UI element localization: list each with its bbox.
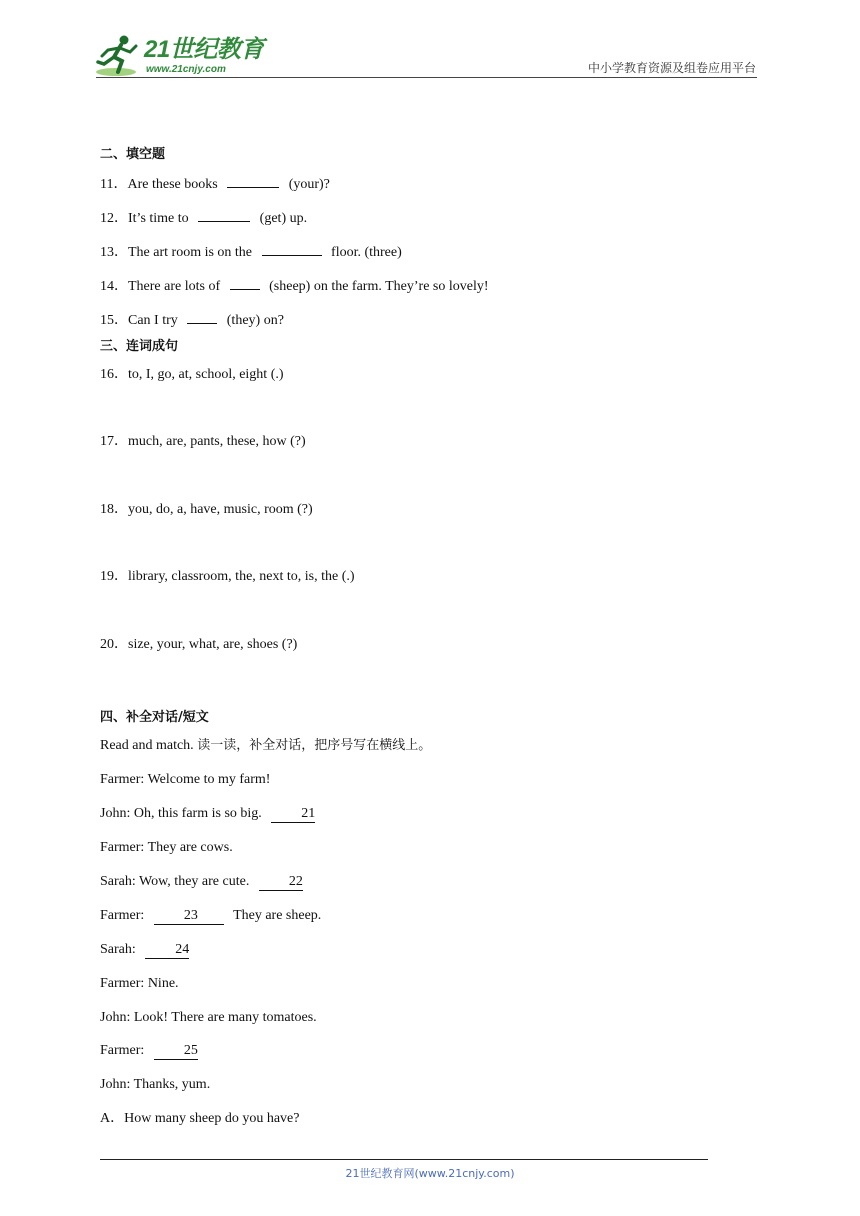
answer-blank-21[interactable]: 21 (271, 806, 315, 823)
dialogue-line (100, 873, 303, 891)
question-text: library, classroom, the, next to, is, the (.) (128, 569, 355, 584)
question-number: 20． (100, 637, 128, 652)
question-18 (100, 501, 313, 519)
question-text: Can I try (128, 313, 178, 328)
question-hint: (get) up. (259, 211, 308, 226)
section-title-word-order: 三、连词成句 (100, 339, 179, 354)
page-header (0, 0, 860, 80)
dialogue-text: Sarah: Wow, they are cute. (100, 874, 250, 889)
question-19 (100, 568, 355, 586)
dialogue-line (100, 1076, 210, 1094)
dialogue-text: Farmer: They are cows. (100, 840, 233, 855)
answer-blank-23[interactable]: 23 (154, 908, 224, 925)
dialogue-line (100, 1009, 317, 1027)
dialogue-text: Farmer: (100, 908, 145, 923)
dialogue-line (100, 975, 179, 993)
dialogue-text: Sarah: (100, 942, 136, 957)
answer-blank-25[interactable]: 25 (154, 1043, 198, 1060)
option-label: A． (100, 1111, 125, 1126)
answer-blank-24[interactable]: 24 (145, 942, 189, 959)
footer-divider (100, 1159, 708, 1160)
dialogue-text: John: Look! There are many tomatoes. (100, 1010, 317, 1025)
section-title-fill-blank: 二、填空题 (100, 147, 166, 162)
dialogue-line (100, 1042, 198, 1060)
answer-blank-22[interactable]: 22 (259, 874, 303, 891)
question-number: 17． (100, 434, 128, 449)
question-16 (100, 366, 284, 384)
question-text: The art room is on the (128, 245, 253, 260)
dialogue-text: Farmer: (100, 1043, 145, 1058)
logo (94, 34, 264, 78)
question-number: 12． (100, 211, 128, 226)
question-hint: (they) on? (226, 313, 284, 328)
header-divider (96, 77, 757, 78)
dialogue-line (100, 771, 270, 789)
question-number: 11． (100, 177, 128, 192)
logo-title: 21世纪教育 (144, 36, 264, 63)
dialogue-line (100, 805, 315, 823)
question-hint: (sheep) on the farm. They’re so lovely! (269, 279, 489, 294)
question-text: It’s time to (128, 211, 189, 226)
dialogue-text: John: Oh, this farm is so big. (100, 806, 262, 821)
question-text: Are these books (127, 177, 218, 192)
dialogue-text: Farmer: Welcome to my farm! (100, 772, 271, 787)
question-number: 19． (100, 569, 128, 584)
footer-site-name: 21世纪教育网 (345, 1167, 415, 1180)
question-13 (100, 242, 402, 262)
option-a (100, 1110, 299, 1128)
question-number: 16． (100, 367, 128, 382)
question-number: 18． (100, 502, 128, 517)
question-hint: (your)? (288, 177, 330, 192)
question-text: you, do, a, have, music, room (?) (128, 502, 313, 517)
question-text: There are lots of (128, 279, 221, 294)
answer-blank[interactable] (198, 208, 250, 222)
option-text: How many sheep do you have? (124, 1111, 300, 1126)
question-text: size, your, what, are, shoes (?) (128, 637, 298, 652)
dialogue-line (100, 839, 233, 857)
dialogue-text: Farmer: Nine. (100, 976, 179, 991)
answer-blank[interactable] (187, 310, 217, 324)
question-15 (100, 310, 284, 330)
question-number: 14． (100, 279, 128, 294)
instruction-en: Read and match. (100, 738, 194, 753)
question-20 (100, 636, 297, 654)
dialogue-text: John: Thanks, yum. (100, 1077, 211, 1092)
answer-blank[interactable] (230, 276, 260, 290)
question-number: 13． (100, 245, 128, 260)
dialogue-line (100, 907, 321, 925)
question-text: much, are, pants, these, how (?) (128, 434, 306, 449)
question-17 (100, 433, 306, 451)
question-11 (100, 174, 330, 194)
footer-url[interactable]: (www.21cnjy.com) (414, 1167, 515, 1180)
question-14 (100, 276, 489, 296)
instruction (100, 737, 431, 755)
question-12 (100, 208, 307, 228)
page-footer (0, 1165, 860, 1182)
dialogue-text: They are sheep. (233, 908, 322, 923)
question-number: 15． (100, 313, 128, 328)
section-title-dialogue: 四、补全对话/短文 (100, 710, 209, 725)
dialogue-line (100, 941, 189, 959)
answer-blank[interactable] (227, 174, 279, 188)
platform-title: 中小学教育资源及组卷应用平台 (587, 61, 756, 75)
question-text: to, I, go, at, school, eight (.) (128, 367, 284, 382)
logo-url: www.21cnjy.com (146, 64, 226, 75)
instruction-cn: 读一读，补全对话，把序号写在横线上。 (197, 738, 432, 753)
runner-logo-icon (94, 34, 142, 78)
answer-blank[interactable] (262, 242, 322, 256)
question-hint: floor. (three) (331, 245, 402, 260)
